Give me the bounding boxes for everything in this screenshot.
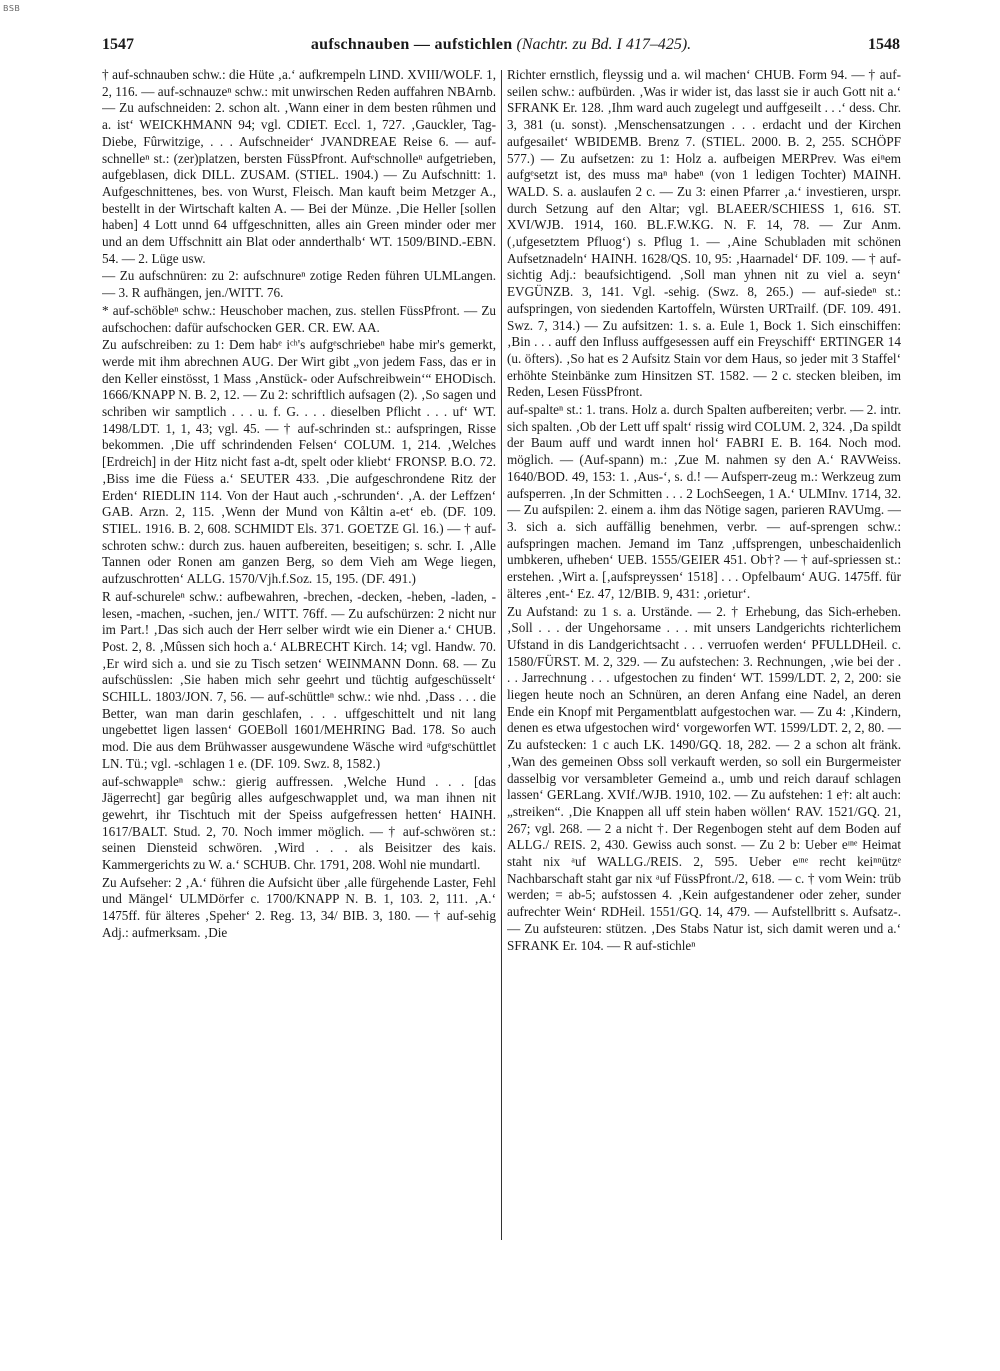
entry-paragraph: R auf-schureleⁿ schw.: aufbewahren, -brechen, -decken, -heben, -laden, -lesen, -machen, -suchen, jen./ WITT. 76ff. — Zu aufschürzen: 2 nicht nur im Part.! ‚Das sich auch der Herr selber wirdt wie ein Diener a.‘ CHUB. Post. 2, 8. ‚Mûssen sich hoch a.‘ ALBRECHT Kirch. 14; vgl. Handw. 70. ‚Er wird sich a. und sie zu Tisch setzen‘ WEINMANN Donn. 68. — Zu aufschüsslen: ‚Sie haben mich sehr geehrt und tüchtig aufgeschüsselt‘ SCHILL. 1803/JON. 7, 56. — auf-schüttleⁿ schw.: wie nhd. ‚Dass . . . die Better, wan man darin geschlafen, . . . uffgeschittelt und nit lang ungebettet ligen lassen‘ GOEBoll 1601/MEHRING Bad. 178. So auch mod. Die aus dem Brühwasser ausgewundene Wäsche wird ᵃufgᵉschüttlet LN. Tü.; vgl. -schlagen 1 e. (DF. 109. Swz. 8, 1582.) <box>102 588 496 771</box>
headword-range: aufschnauben — aufstichlen <box>310 36 513 53</box>
entry-paragraph: auf-spalteⁿ st.: 1. trans. Holz a. durch Spalten aufbereiten; verbr. — 2. intr. sich spalten. ‚Ob der Lett uff spalt‘ rissig wird COLUM. 2, 324. ‚Da spildt der Baum auff und wardt innen hol‘ FABRI E. B. 164. Noch mod. möglich. — (Auf-spann) m.: ‚Zue M. nahmen sy den A.‘ RAVWeiss. 1640/BOD. 49, 153: 1. ‚Aus-‘, s. d.! — Aufsperr-zeug m.: Werkzeug zum aufsperren. ‚In der Schmitten . . . 2 LochSeegen, 1 A.‘ ULMInv. 1714, 32. — Zu aufspilen: 2. einem a. ihm das Nötige sagen, parieren RAVUmg. — 3. sich a. sich auffällig benehmen, verbr. — auf-sprengen schw.: aufspringen machen. Jemand im Tanz ‚uffsprengen, unbeschaidenlich umbkeren, ufheben‘ UEB. 1555/GEIER 451. Ob†? — † auf-spriessen st.: erstehen. ‚Wirt a. [‚aufspreyssen‘ 1518] . . . Opfelbaum‘ AUG. 1475ff. für älteres ‚ent-‘ Ez. 47, 12/BIB. 9, 431: ‚orietur‘. <box>507 402 901 601</box>
page-number-right: 1548 <box>868 36 900 53</box>
page-number-left: 1547 <box>102 36 134 53</box>
right-column <box>507 67 901 1247</box>
entry-paragraph: auf-schwappleⁿ schw.: gierig auffressen. ‚Welche Hund . . . [das Jägerrecht] gar begûrig alles aufgeschwapplet und, wa man ihnen nit gewehrt, ihr Tischtuch mit der Speiss aufgefressen hetten‘ HAINH. 1617/BALT. Stud. 2, 70. Noch immer möglich. — † auf-schwören st.: seinen Diensteid schwören. ‚Wird . . . als Beisitzer des kais. Kammergerichts zu W. a.‘ SCHUB. Chr. 1791, 208. Wohl nie mundartl. <box>102 773 496 873</box>
supplement-note: (Nachtr. zu Bd. I 417–425). <box>516 36 692 53</box>
entry-paragraph: Richter ernstlich, fleyssig und a. wil machen‘ CHUB. Form 94. — † auf-seilen schw.: aufbürden. ‚Was ir wider ist, das lasst sie ir auch Gott nit a.‘ SFRANK Er. 128. ‚Ihm ward auch zugelegt und auffgeseilt . . .‘ dess. Chr. 3, 381 (u. sonst). ‚Menschensatzungen . . . erdacht und der Kirchen aufgesailet‘ WBIDEMB. Brenz 7. (STIEL. 2000. B. 2, 255. SCHÖPF 577.) — Zu aufsetzen: zu 1: Holz a. aufbeigen MERPrev. Was eiⁿem aufgᵉsetzt ist, des muss maⁿ habeⁿ (von 1 ledigen Tochter) MAINH. WALD. S. a. auslaufen 2 c. — Zu 3: einen Pfarrer ‚a.‘ investieren, urspr. durch Setzung auf den Altar; vgl. BLAEER/SCHIESS 1, 616. ST. XVI/WJB. 1914, 160. BL.F.W.KG. N. F. 14, 78. — Zur Anm. (‚ufgesetztem Pfluog‘) s. Pflug 1. — ‚Aine Schubladen mit schönen Aufsetznadeln‘ HAINH. 1628/QS. 10, 95: ‚Haarnadel‘ DF. 109. — † auf-sichtig Adj.: beaufsichtigend. ‚Soll man yhnen nit zu viel a. seyn‘ EVGÜNZB. 3, 141. Vgl. -sehig. (Swz. 8, 265.) — auf-siedeⁿ st.: aufspringen, von siedenden Kartoffeln, Würsten URTrailf. (DF. 109. 491. Swz. 7, 314.) — Zu aufsitzen: 1. s. a. Eule 1, Bock 1. Sich einschiffen: ‚Bin . . . auff den Influss auffgesessen auff ein Freyschiff‘ ERTINGER 14 (u. öfters). ‚So hat es 2 Aufsitz Stain vor dem Haus, so jeder mit 3 Staffel‘ erhöhte Steinbänke zum Hinsitzen ST. 1582. — 2 c. stecken bleiben, im Reden, Lesen FüssPfront. <box>507 67 901 400</box>
column-divider <box>501 70 502 1240</box>
entry-paragraph: — Zu aufschnüren: zu 2: aufschnureⁿ zotige Reden führen ULMLangen. — 3. R aufhängen, jen./WITT. 76. <box>102 268 496 301</box>
watermark-logo: BSB <box>3 4 21 13</box>
running-head <box>102 36 900 54</box>
entry-paragraph: † auf-schnauben schw.: die Hüte ‚a.‘ aufkrempeln LIND. XVIII/WOLF. 1, 2, 116. — auf-schnauzeⁿ schw.: mit unwirschen Reden auffahren NBArnb. — Zu aufschneiden: 2. schon alt. ‚Wann einer in dem besten rûhmen und a. ist‘ WEICKHMANN 94; vgl. CDIET. Eccl. 1, 727. ‚Gauckler, Tag-Diebe, Fûrwitzige, . . . Aufschneider‘ JVANDREAE Reise 6. — auf-schnelleⁿ st.: (zer)platzen, bersten FüssPfront. Aufᵉschnolleⁿ aufgetrieben, aufgeblasen, dick DILL. ZUSAM. (STIEL. 1904.) — Zu Aufschnitt: 1. Aufgeschnittenes, bes. von Wurst, Fleisch. Man kauft beim Metzger A., bestellt in der Wirtschaft kalten A. — Bei der Münze. ‚Die Heller [sollen haben] 4 Lott unnd 64 uffgeschnitten, alles ain Green minder oder mer und an dem Uffschnitt ain Blat oder annderthalb‘ WT. 1509/BIND.-EBN. 54. — 2. Lüge usw. <box>102 67 496 266</box>
entry-paragraph: Zu Aufseher: 2 ‚A.‘ führen die Aufsicht über ‚alle fürgehende Laster, Fehl und Mängel‘ ULMDörfer c. 1700/KNAPP N. B. 1, 103. 2, 111. ‚A.‘ 1475ff. für älteres ‚Speher‘ 2. Reg. 13, 34/ BIB. 3, 180. — † auf-sehig Adj.: aufmerksam. ‚Die <box>102 874 496 940</box>
left-column <box>102 67 496 1247</box>
page-header <box>102 36 900 58</box>
entry-paragraph: * auf-schöbleⁿ schw.: Heuschober machen, zus. stellen FüssPfront. — Zu aufschochen: dafür aufschocken GER. CR. EW. AA. <box>102 302 496 335</box>
entry-paragraph: Zu aufschreiben: zu 1: Dem habᵉ iᶜʰ's aufgᵉschriebeⁿ habe mir's gemerkt, werde mit ihm abrechnen AUG. Der Wirt gibt „von jedem Fass, das er in den Keller einstösst, 1 Mass ‚Anstück- oder Aufschreibwein‘“ EHODisch. 1666/KNAPP N. B. 2, 12. — Zu 2: schriftlich aufsagen (2). ‚So sagen und schriben wir samptlich . . . u. f. G. . . . dieselben Pflicht . . . uf‘ WT. 1498/LDT. 1, 1, 43; vgl. 45. — † auf-schrinden st.: aufspringen, Risse bekommen. ‚Die uff schrindenden Felsen‘ COLUM. 1, 214. ‚Welches [Erdreich] in der Hitz nicht fast a-dt, spelt oder kliebt‘ FRONSP. B.O. 72. ‚Biss ime die Füess a.‘ SEUTER 433. ‚Die aufgeschrondene Ritz der Erden‘ RIEDLIN 114. Von der Haut auch ‚-schrunden‘. ‚A. der Leffzen‘ GAB. Arzn. 2, 115. ‚Wenn der Mund von Kåltin a-et‘ eb. (DF. 109. STIEL. 1916. B. 2, 608. SCHMIDT Els. 371. GOETZE Gl. 16.) — † auf-schroten schw.: durch zus. hauen aufbereiten, beseitigen; s. schr. I. ‚Alle Tannen oder Ronen am ganzen Berg, so dem Vieh am Wege liegen, aufzuschrotten‘ ALLG. 1570/Vjh.f.Soz. 15, 195. (DF. 491.) <box>102 337 496 587</box>
entry-paragraph: Zu Aufstand: zu 1 s. a. Urstände. — 2. † Erhebung, das Sich-erheben. ‚Soll . . . der Ungehorsame . . . mit unsers Landgerichts richterlichem Ufstand in dis Landgerichtsacht . . . verruofen werden‘ PFULLDHeil. c. 1580/FÜRST. M. 2, 329. — Zu aufstechen: 3. Rechnungen, ‚wie bei der . . . Jarrechnung . . . ufgestochen zu finden‘ WT. 1599/LDT. 2, 2, 200: sie liegen heute noch an Schnüren, an deren Anfang eine Nadel, an deren Ende ein Knopf mit Pergamentblatt aufgestochen war. — Zu 4: ‚Kindern, denen es etwa ufgestochen wird‘ vorgeworfen WT. 1599/LDT. 2, 2, 80. — Zu aufstecken: 1 c auch LK. 1490/GQ. 18, 282. — 2 a schon alt fränk. ‚Wan des gemeinen Obss soll verkauft werden, so soll ein Burgermeister dasselbig vor versambleter Gemeind a., umb und reich darauf schlagen lassen‘ GERLang. XVIf./WJB. 1910, 102. — Zu aufstehen: 1 e†: alt auch: „streiken“. ‚Die Knappen all uff stein haben wöllen‘ RAV. 1521/GQ. 21, 267; vgl. 268. — 2 a nicht †. Der Regenbogen steht auf dem Boden auf ALLG./ REIS. 2, 430. Gewiss auch sonst. — Zu 2 b: Ueber eᶦⁿᵉ Heimat staht nix ᵃuf WALLG./REIS. 2, 595. Ueber eᶦⁿᵉ recht keiⁿⁿützᵉ Nachbarschaft staht gar nix ᵃuf FüssPfront./2, 618. — c. † vom Wein: trüb werden; = ab-5; aufstossen 4. ‚Kein aufgestandener oder zeher, sunder aufrechter Wein‘ RDHeil. 1551/GQ. 14, 479. — Aufstellbritt s. Aufsatz-. — Zu aufsteuren: stützen. ‚Des Stabs Natur ist, sich damit weren und a.‘ SFRANK Er. 104. — R auf-stichleⁿ <box>507 603 901 953</box>
